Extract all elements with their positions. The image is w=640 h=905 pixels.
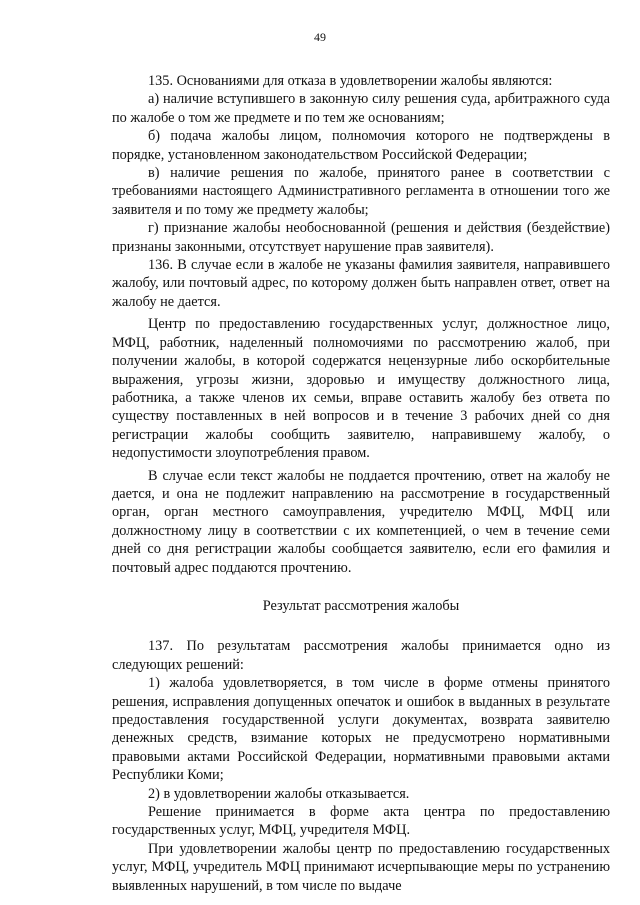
- page-number: 49: [314, 30, 326, 44]
- paragraph-137-1: 1) жалоба удовлетворяется, в том числе в форме отмены принятого решения, исправления допущенных опечаток и ошибок в выданных в результате предоставления государственной услуги документах, возврата заявителю денежных средств, взимание которых не предусмотрено нормативными правовыми актами Российской Федерации, нормативными правовыми актами Республики Коми;: [112, 675, 610, 784]
- document-body: [112, 72, 610, 895]
- paragraph-135-a: а) наличие вступившего в законную силу решения суда, арбитражного суда по жалобе о том же предмете и по тем же основаниям;: [112, 91, 610, 126]
- paragraph-137-satisfaction: При удовлетворении жалобы центр по предоставлению государственных услуг, МФЦ, учредитель МФЦ принимают исчерпывающие меры по устранению выявленных нарушений, в том числе по выдаче: [112, 840, 610, 894]
- paragraph-136-unreadable: В случае если текст жалобы не поддается прочтению, ответ на жалобу не дается, и она не подлежит направлению на рассмотрение в государственный орган, орган местного самоуправления, учредителю МФЦ, МФЦ или должностному лицу в соответствии с их компетенцией, о чем в течение семи дней со дня регистрации жалобы сообщается заявителю, если его фамилия и почтовый адрес поддаются прочтению.: [112, 467, 610, 576]
- paragraph-136-center: Центр по предоставлению государственных услуг, должностное лицо, МФЦ, работник, наделенный полномочиями по рассмотрению жалоб, при получении жалобы, в которой содержатся нецензурные либо оскорбительные выражения, угрозы жизни, здоровью и имуществу должностного лица, работника, а также членов их семьи, вправе оставить жалобу без ответа по существу поставленных в ней вопросов и в течение 3 рабочих дней со дня регистрации жалобы сообщить заявителю, направившему жалобу, о недопустимости злоупотребления правом.: [112, 316, 610, 462]
- paragraph-137: 137. По результатам рассмотрения жалобы принимается одно из следующих решений:: [112, 638, 610, 673]
- paragraph-135-g: г) признание жалобы необоснованной (решения и действия (бездействие) признаны законными, отсутствует нарушение прав заявителя).: [112, 220, 610, 255]
- paragraph-136: 136. В случае если в жалобе не указаны фамилия заявителя, направившего жалобу, или почтовый адрес, по которому должен быть направлен ответ, ответ на жалобу не дается.: [112, 257, 610, 310]
- paragraph-137-decision: Решение принимается в форме акта центра по предоставлению государственных услуг, МФЦ, учредителя МФЦ.: [112, 804, 610, 839]
- paragraph-137-2: 2) в удовлетворении жалобы отказывается.: [148, 785, 410, 802]
- paragraph-135: 135. Основаниями для отказа в удовлетворении жалобы являются:: [148, 73, 553, 89]
- section-heading: Результат рассмотрения жалобы: [262, 597, 460, 614]
- paragraph-135-b: б) подача жалобы лицом, полномочия которого не подтверждены в порядке, установленном законодательством Российской Федерации;: [112, 128, 610, 163]
- paragraph-135-v: в) наличие решения по жалобе, принятого ранее в соответствии с требованиями настоящего Административного регламента в отношении того же заявителя и по тому же предмету жалобы;: [112, 165, 610, 218]
